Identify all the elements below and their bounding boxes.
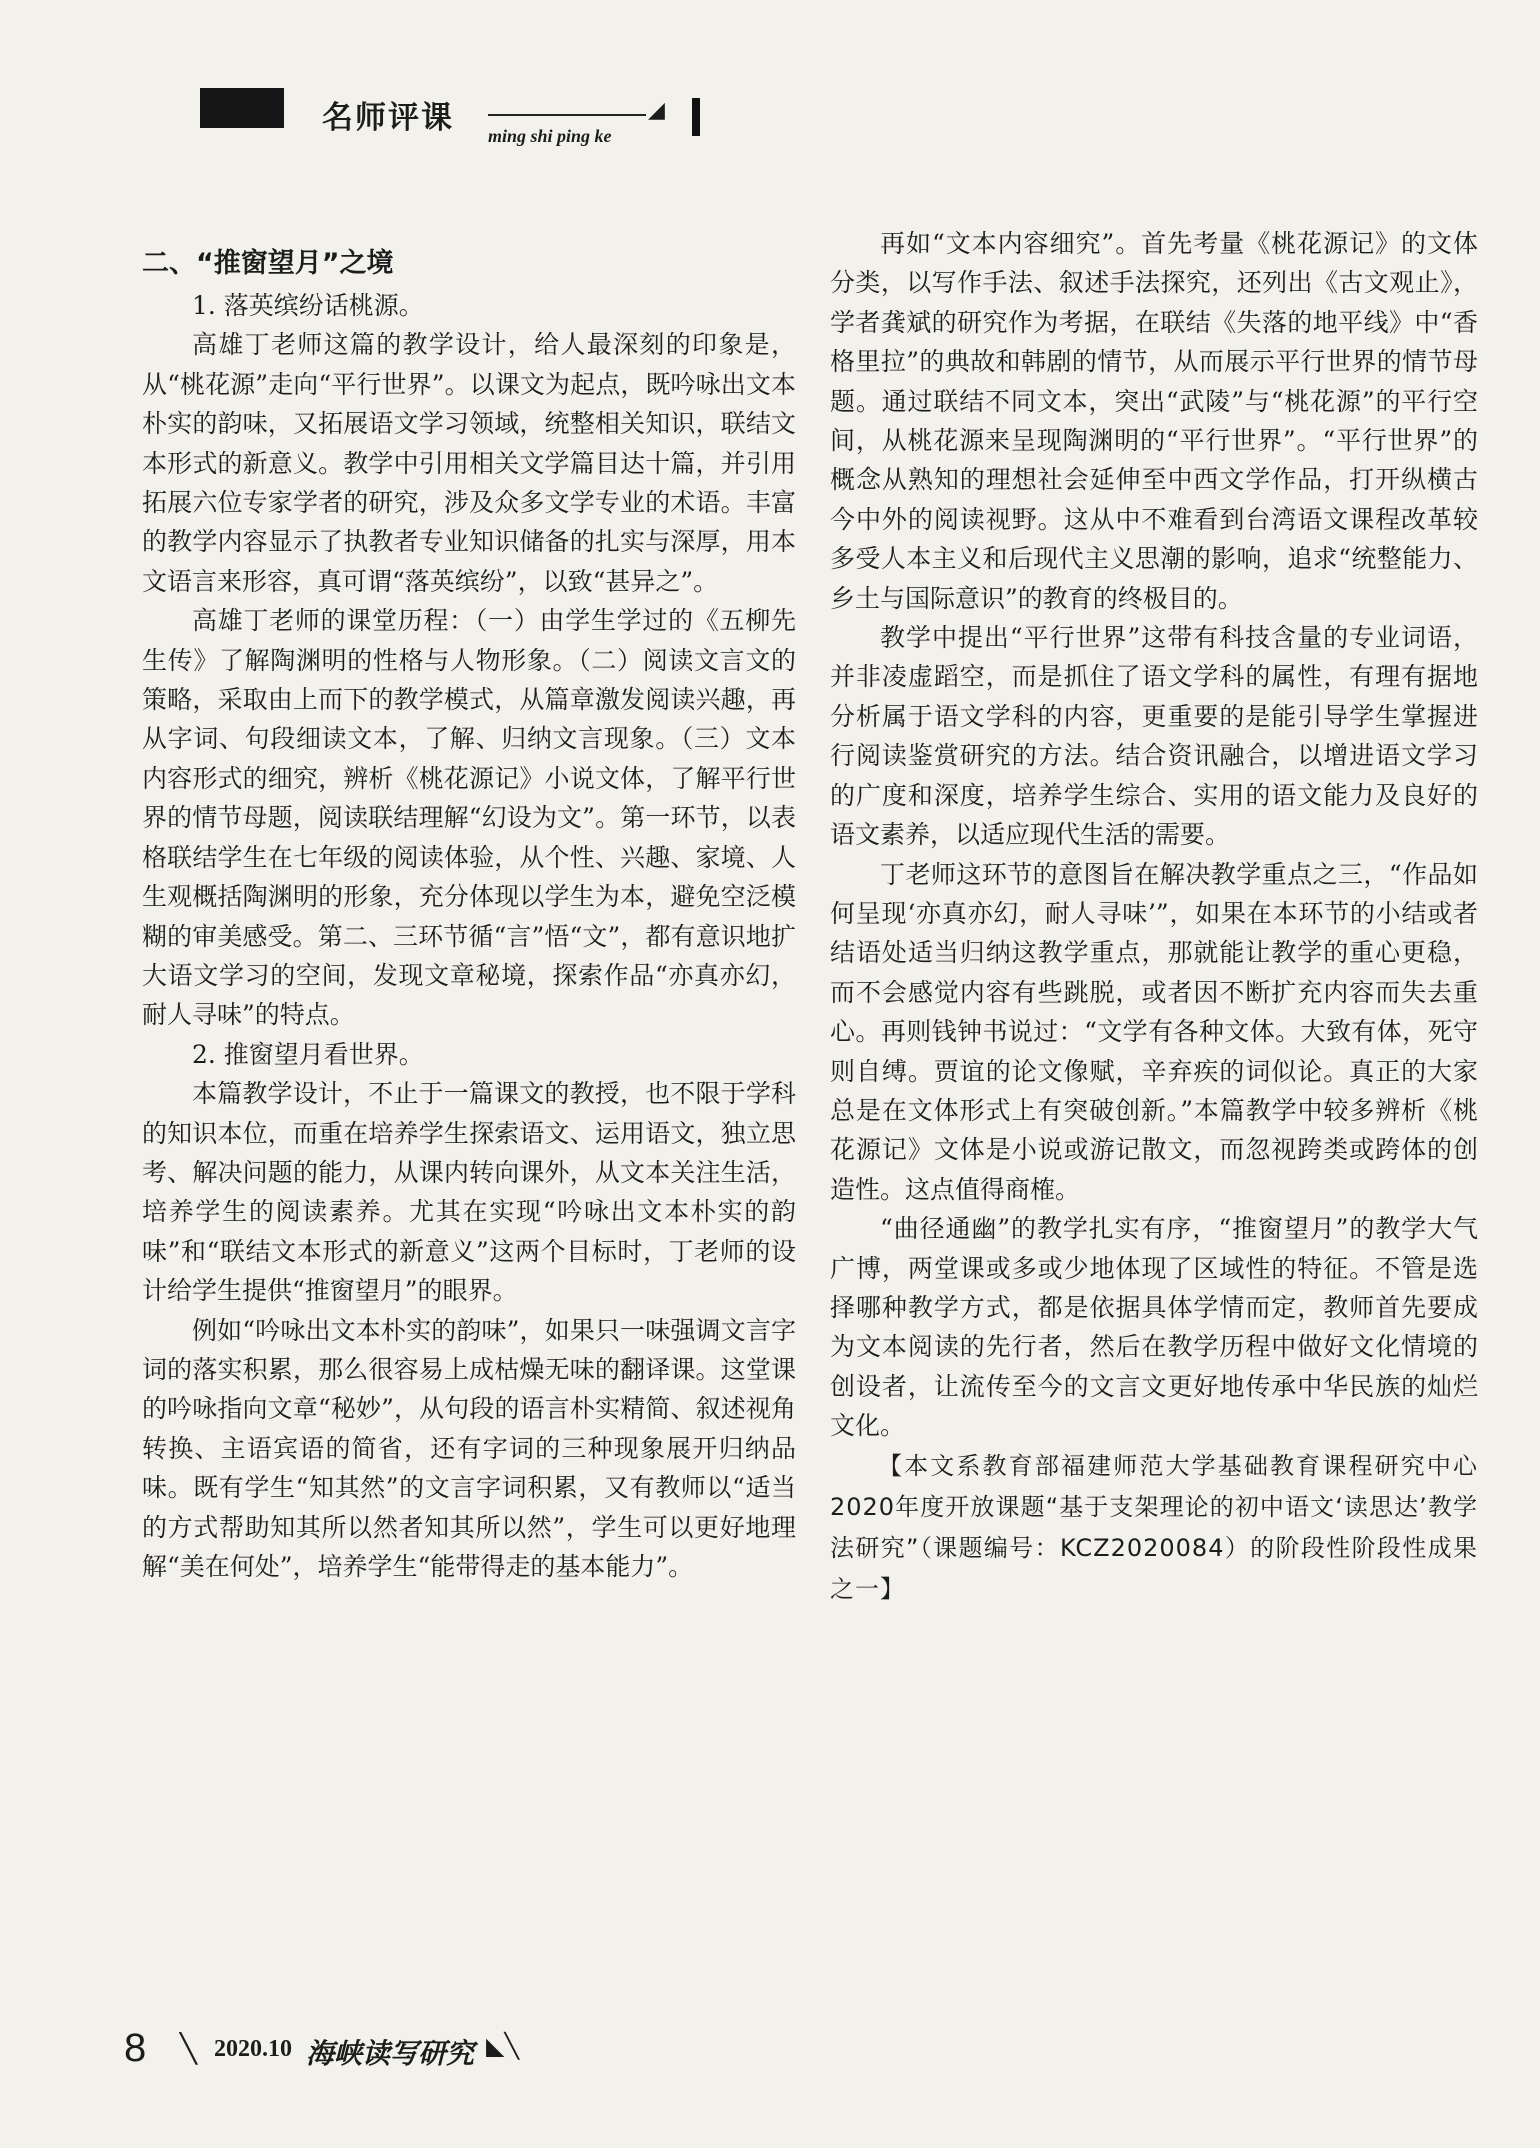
column-title-pinyin: ming shi ping ke <box>488 126 612 146</box>
paragraph: 本篇教学设计，不止于一篇课文的教授，也不限于学科的知识本位，而重在培养学生探索语文、运用语文，独立思考、解决问题的能力，从课内转向课外，从文本关注生活，培养学生的阅读素养。尤其在实现“吟咏出文本朴实的韵味”和“联结文本形式的新意义”这两个目标时，丁老师的设计给学生提供“推窗望月”的眼界。 <box>142 1079 796 1306</box>
pen-icon: ◢ <box>648 98 665 123</box>
column-title: 名师评课 <box>322 100 454 136</box>
paragraph: “曲径通幽”的教学扎实有序，“推窗望月”的教学大气广博，两堂课或多或少地体现了区域性的特征。不管是选择哪种教学方式，都是依据具体学情而定，教师首先要成为文本阅读的先行者，然后在教学历程中做好文化情境的创设者，让流传至今的文言文更好地传承中华民族的灿烂文化。 <box>830 1214 1478 1441</box>
right-column <box>830 224 1478 1610</box>
section-heading: 二、“推窗望月”之境 <box>142 248 394 279</box>
subheading-2: 2. 推窗望月看世界。 <box>192 1039 424 1069</box>
header-black-block <box>200 88 284 128</box>
journal-name: 海峡读写研究 <box>306 2037 475 2070</box>
issue-date: 2020.10 <box>214 2036 292 2062</box>
funding-note: 【本文系教育部福建师范大学基础教育课程研究中心2020年度开放课题“基于支架理论的初中语文‘读思达’教学法研究”（课题编号：KCZ2020084）的阶段性阶段性成果之一】 <box>830 1451 1478 1603</box>
header-bar <box>692 98 700 136</box>
paragraph: 再如“文本内容细究”。首先考量《桃花源记》的文体分类，以写作手法、叙述手法探究，还列出《古文观止》，学者龚斌的研究作为考据，在联结《失落的地平线》中“香格里拉”的典故和韩剧的情节，从而展示平行世界的情节母题。通过联结不同文本，突出“武陵”与“桃花源”的平行空间，从桃花源来呈现陶渊明的“平行世界”。“平行世界”的概念从熟知的理想社会延伸至中西文学作品，打开纵横古今中外的阅读视野。这从中不难看到台湾语文课程改革较多受人本主义和后现代主义思潮的影响，追求“统整能力、乡土与国际意识”的教育的终极目的。 <box>830 229 1478 613</box>
footer-slash-icon: ╲ <box>180 2032 197 2065</box>
paragraph: 教学中提出“平行世界”这带有科技含量的专业词语，并非凌虚蹈空，而是抓住了语文学科的属性，有理有据地分析属于语文学科的内容，更重要的是能引导学生掌握进行阅读鉴赏研究的方法。结合资讯融合，以增进语文学习的广度和深度，培养学生综合、实用的语文能力及良好的语文素养，以适应现代生活的需要。 <box>830 623 1478 850</box>
paragraph: 丁老师这环节的意图旨在解决教学重点之三，“作品如何呈现‘亦真亦幻，耐人寻味’”，如果在本环节的小结或者结语处适当归纳这教学重点，那就能让教学的重心更稳，而不会感觉内容有些跳脱，或者因不断扩充内容而失去重心。再则钱钟书说过：“文学有各种文体。大致有体，死守则自缚。贾谊的论文像赋，辛弃疾的词似论。真正的大家总是在文体形式上有突破创新。”本篇教学中较多辨析《桃花源记》文体是小说或游记散文，而忽视跨类或跨体的创造性。这点值得商榷。 <box>830 859 1478 1204</box>
page-number: 8 <box>124 2026 147 2070</box>
footer-deco-icon: ◣╲ <box>486 2032 519 2060</box>
left-column <box>142 224 796 1586</box>
paragraph: 例如“吟咏出文本朴实的韵味”，如果只一味强调文言字词的落实积累，那么很容易上成枯燥无味的翻译课。这堂课的吟咏指向文章“秘妙”，从句段的语言朴实精简、叙述视角转换、主语宾语的简省，还有字词的三种现象展开归纳品味。既有学生“知其然”的文言字词积累，又有教师以“适当的方式帮助知其所以然者知其所以然”，学生可以更好地理解“美在何处”，培养学生“能带得走的基本能力”。 <box>142 1315 796 1581</box>
header-rule <box>488 114 646 116</box>
paragraph: 高雄丁老师这篇的教学设计，给人最深刻的印象是，从“桃花源”走向“平行世界”。以课文为起点，既吟咏出文本朴实的韵味，又拓展语文学习领域，统整相关知识，联结文本形式的新意义。教学中引用相关文学篇目达十篇，并引用拓展六位专家学者的研究，涉及众多文学专业的术语。丰富的教学内容显示了执教者专业知识储备的扎实与深厚，用本文语言来形容，真可谓“落英缤纷”，以致“甚异之”。 <box>142 330 796 596</box>
paragraph: 高雄丁老师的课堂历程：（一）由学生学过的《五柳先生传》了解陶渊明的性格与人物形象。（二）阅读文言文的策略，采取由上而下的教学模式，从篇章激发阅读兴趣，再从字词、句段细读文本，了解、归纳文言现象。（三）文本内容形式的细究，辨析《桃花源记》小说文体，了解平行世界的情节母题，阅读联结理解“幻设为文”。第一环节，以表格联结学生在七年级的阅读体验，从个性、兴趣、家境、人生观概括陶渊明的形象，充分体现以学生为本，避免空泛模糊的审美感受。第二、三环节循“言”悟“文”，都有意识地扩大语文学习的空间，发现文章秘境，探索作品“亦真亦幻，耐人寻味”的特点。 <box>142 606 796 1030</box>
subheading-1: 1. 落英缤纷话桃源。 <box>192 291 424 320</box>
